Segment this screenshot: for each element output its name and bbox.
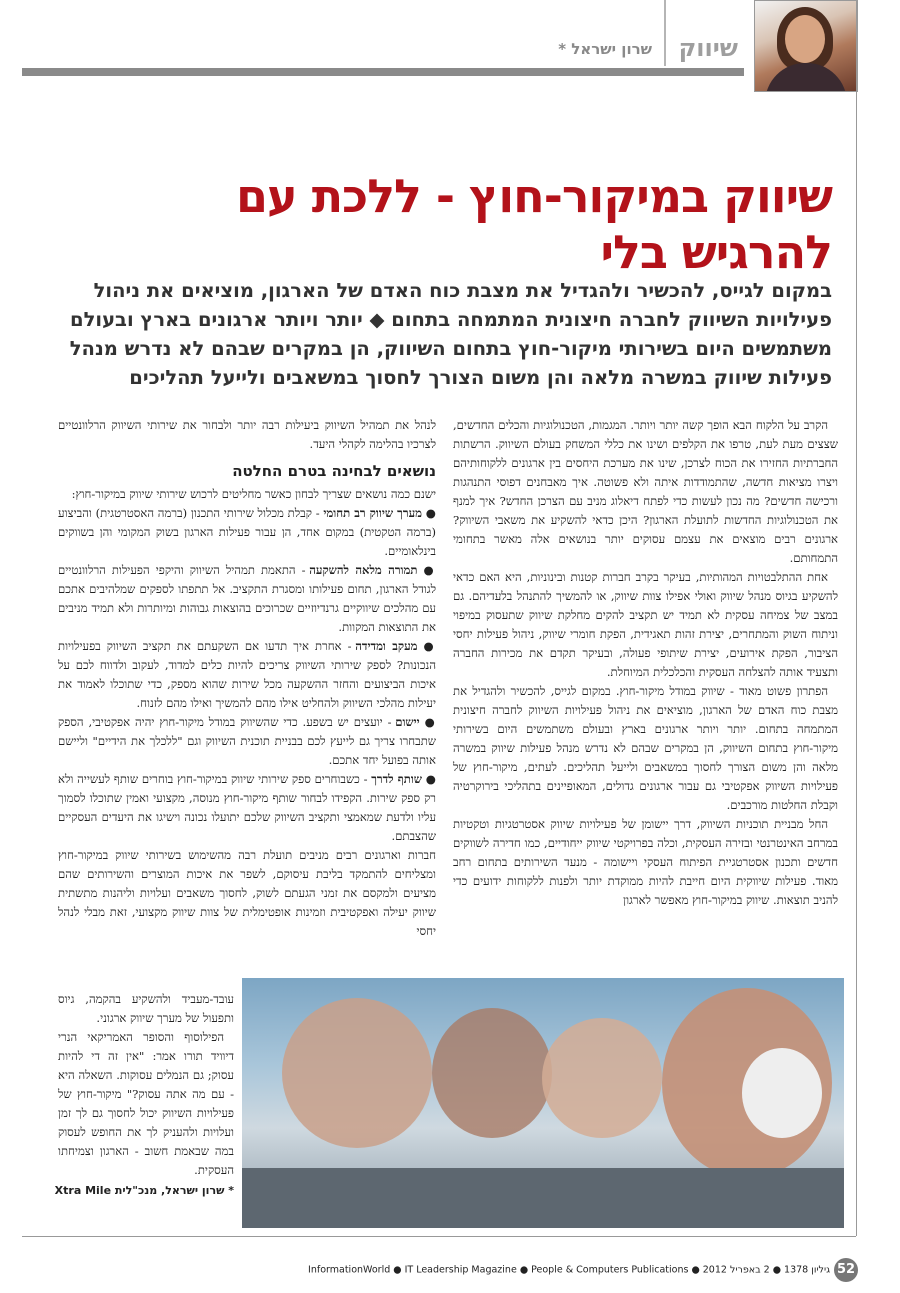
paragraph: עובד-מעביד ולהשקיע בהקמה, גיוס ותפעול של מערך שיווק ארגוני. [58, 992, 234, 1025]
author-tag: שרון ישראל * [558, 40, 652, 58]
call-center-photo [242, 978, 844, 1228]
page-number: 52 [834, 1258, 858, 1282]
paragraph: חברות וארגונים רבים מניבים תועלת רבה מהשימוש בשירותי שיווק במיקור-חוץ ומצליחים להתמקד בליבת עיסוקם, לשפר את איכות המוצרים והשירותים שהם מציעים ולמקסם את זמני הגעתם לשוק, לחסוך משאבים ועלויות וליהנות מתשתית שיווק יעילה ואפקטיבית וזמינות אופטימלית של צוות שיווק מקצועי, זאת מבלי לנהל יחסי [58, 848, 436, 938]
author-signature: * שרון ישראל, מנכ"לית Xtra Mile [54, 1184, 234, 1197]
paragraph: הפתרון פשוט מאוד - שיווק במודל מיקור-חוץ. במקום לגייס, להכשיר ולהגדיל את מצבת כוח האדם של הארגון, מוציאים את ניהול פעילויות השיווק לחברה חיצונית המתמחה בתחום. יותר ויותר ארגונים בארץ ובעולם משתמשים היום בשירותי מיקור-חוץ בתחום השיווק, הן במקרים שבהם לא נדרש מנהל פעילות שיווק במשרה מלאה והן משום הצורך לחסוך במשאבים ולייעל תהליכים. לעתים, מיקור-חוץ של פעילויות השיווק אפקטיבי גם עבור ארגונים גדולים, המאופיינים בתהליכי בירוקרטיה וקבלת החלטות מורכבים. [453, 684, 838, 812]
paragraph: ישנם כמה נושאים שצריך לבחון כאשר מחליטים לרכוש שירותי שיווק במיקור-חוץ: [71, 487, 436, 501]
bullet-item: ● תמורה מלאה להשקעה - התאמת תמהיל השיווק והיקפי הפעילות הרלוונטיים לגודל הארגון, תחום פעילותו ומסגרת התקציב. אל תתפתו לספקים שמלהיבים אתכם עם מהלכים שיווקיים גרנדיוזיים שכרוכים בהוצאות גבוהות ומיותרות ולא תמיד מניבים את התוצאות המקוות. [58, 563, 436, 634]
header-divider [664, 0, 666, 66]
paragraph: הקרב על הלקוח הבא הופך קשה יותר ויותר. המגמות, הטכנולוגיות והכלים החדשים, שצצים מעת לעת, טרפו את הקלפים ושינו את כללי המשחק בעולם השיווק. הרשתות החברתיות החזירו את הכוח לצרכן, שינו את מערכת היחסים בין ארגונים ללקוחותיהם ויצרו מציאות חדשה, שהתמודדות איתה ולא פשוטה. איך מאבחנים דפוסי התנהגות ורכישה חדשים? מה נכון לעשות כדי לפתח דיאלוג מניב עם הצרכן החדש? איך למנף את הטכנולוגיות החדשות לתועלת הארגון? היכן כדאי להשקיע את משאבי השיווק? ארגונים רבים מוצאים את עצמם עסוקים יותר בנושאים אלה מאשר בתחומי התמחותם. [453, 418, 838, 565]
subheading: נושאים לבחינה בטרם החלטה [232, 462, 436, 480]
author-photo [754, 0, 858, 92]
page-footer [308, 1258, 858, 1282]
article-lead: במקום לגייס, להכשיר ולהגדיל את מצבת כוח האדם של הארגון, מוציאים את ניהול פעילויות השיווק לחברה חיצונית המתמחה בתחום ◆ יותר ויותר ארגונים בארץ ובעולם משתמשים היום בשירותי מיקור-חוץ בתחום השיווק, הן במקרים שבהם לא נדרש מנהל פעילות שיווק במשרה מלאה והן משום הצורך לחסוך במשאבים ולייעל תהליכים [69, 279, 832, 389]
footer-text: גיליון 1378 ● 2 באפריל 2012 ● InformationWorld ● IT Leadership Magazine ● People & Computers Publications [308, 1264, 830, 1276]
page-frame-bottom [22, 1236, 856, 1237]
body-column-right [453, 416, 838, 910]
paragraph: החל מבניית תוכניות השיווק, דרך יישומן של פעילויות שיווק אסטרטגיות וטקטיות במרחב האינטרנטי ובזירה העסקית, וכלה בפרויקטי שיווק ייחודיים, כמו חדירה לשווקים חדשים ותכנון אסטרטגיית הפיתוח העסקי ויישומה - מנעד השירותים בתחום רחב מאוד. פעילות שיווקית היום חייבת להיות ממוקדת יותר ולפנות ללקוחות ידועים כדי להניב תוצאות. שיווק במיקור-חוץ מאפשר לארגון [453, 817, 838, 907]
bullet-item: ● מעקב ומדידה - אחרת איך תדעו אם השקעתם את תקציב השיווק בפעילויות הנכונות? לספק שירותי השיווק צריכים להיות כלים למדוד, לעקוב ולדווח לכם על איכות הביצועים והחזר ההשקעה מכל שירות שהוא מספק, כדי שתוכלו לאמוד את יעילות מהלכי השיווק ולהחליט אילו מהם להמשיך ואילו מהם לזנוח. [58, 639, 436, 710]
page-frame-right [856, 0, 857, 1236]
section-label: שיווק [678, 34, 738, 62]
bullet-item: ● שותף לדרך - כשבוחרים ספק שירותי שיווק במיקור-חוץ בוחרים שותף לעשייה ולא רק ספק שירות. הקפידו לבחור שותף מיקור-חוץ מנוסה, מקצועי ואמין שתוכלו לסמוך עליו ולדעת שמאמצי ותקציב השיווק שלכם יתועלו נכונה וישיגו את היעדים העסקיים שהצבתם. [58, 772, 436, 843]
bullet-item: ● מערך שיווק רב תחומי - קבלת מכלול שירותי התכנון (ברמה האסטרטגית) והביצוע (ברמה הטקטית) במקום אחד, הן עבור פעילות הארגון בשוק המקומי והן בשווקים בינלאומיים. [58, 506, 436, 558]
header-bar [22, 68, 744, 76]
paragraph: אחת ההתלבטויות המהותיות, בעיקר בקרב חברות קטנות ובינוניות, היא האם כדאי להשקיע בגיוס מנהל שיווק ואולי אפילו צוות שיווק, או להמשיך להתנהל בלעדיהם. גם במצב של צמיחה עסקית לא תמיד יש תקציב להקים מחלקת שיווק שתעסוק במיפוי וניתוח השוק והמתחרים, יצירת זהות תאגידית, הפקת חומרי שיווק, ניהול פעילות יחסי הציבור, הפקת אירועים, יצירת שיתופי פעולה, ובעיקר תקדם את מכירות החברה ותצעיד אותה להצלחה העסקית והכלכלית המיוחלת. [453, 570, 838, 679]
paragraph: הפילוסוף והסופר האמריקאי הנרי דיוויד תורו אמר: "אין זה די להיות עסוק; גם הנמלים עסוקות. השאלה היא - עם מה אתה עסוק?" מיקור-חוץ של פעילויות השיווק יכול לחסוך גם לך זמן ועלויות ולהעניק לך את החופש לעסוק במה שבאמת חשוב - הארגון וצמיחתו העסקית. [58, 1030, 234, 1177]
paragraph: לנהל את תמהיל השיווק ביעילות רבה יותר ולבחור את שירותי השיווק הרלוונטיים לצרכיו בהלימה לקהלי היעד. [58, 418, 436, 451]
body-column-left [58, 416, 436, 941]
article-title: שיווק במיקור-חוץ - ללכת עם להרגיש בלי [236, 169, 832, 279]
body-column-bottom [58, 990, 234, 1180]
bullet-item: ● יישום - יועצים יש בשפע. כדי שהשיווק במודל מיקור-חוץ יהיה אפקטיבי, הספק שתבחרו צריך גם לייעץ לכם בבניית תוכנית השיווק וגם "ללכלך את הידיים" וליישם אותה בפועל יחד אתכם. [58, 715, 436, 767]
